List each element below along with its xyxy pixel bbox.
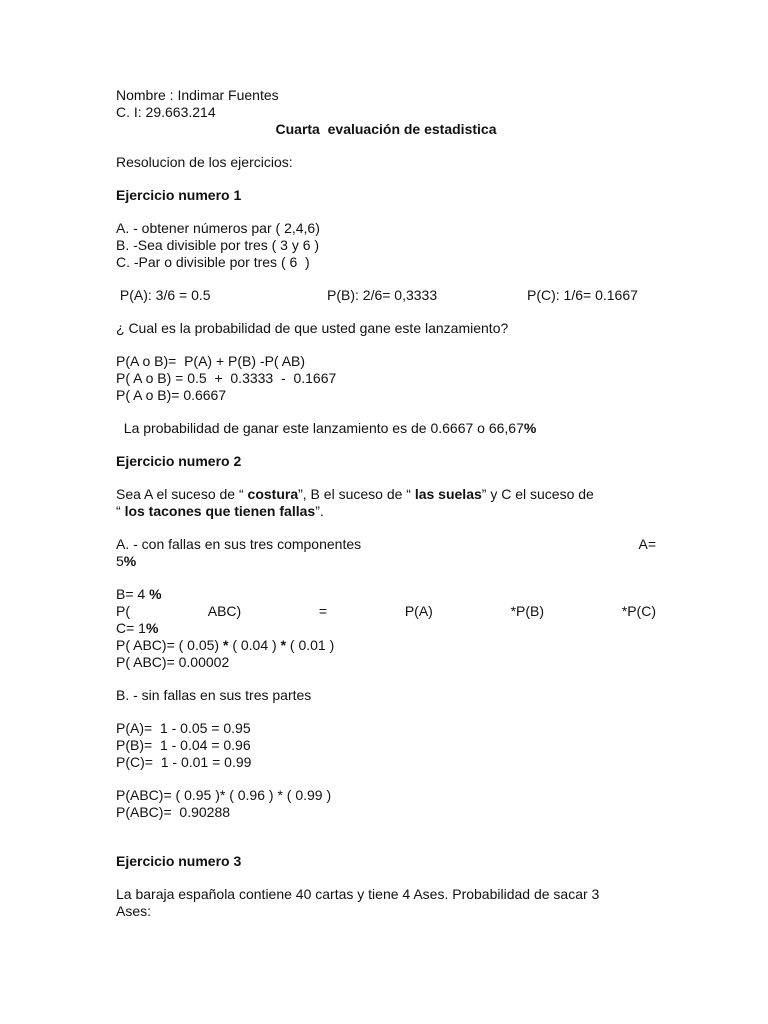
- ex2-tacones: los tacones que tienen fallas: [124, 503, 316, 519]
- ex2-part-a-var: A=: [638, 536, 656, 552]
- ex2-c-value-pct: %: [145, 620, 159, 636]
- ex1-event-c: C. -Par o divisible por tres ( 6 ): [116, 254, 310, 270]
- ex2-s5: ”.: [315, 503, 324, 519]
- exercise-2-heading: Ejercicio numero 2: [116, 453, 242, 469]
- ex2-part-b-heading: B. - sin fallas en sus tres partes: [116, 687, 312, 703]
- ex2-justified-formula: [116, 603, 656, 620]
- ex1-formula-1: P(A o B)= P(A) + P(B) -P( AB): [116, 353, 306, 369]
- ex2-cell-0: P(: [116, 603, 130, 619]
- ex1-question: ¿ Cual es la probabilidad de que usted gane este lanzamiento?: [116, 320, 509, 336]
- ex2-f1c: ( 0.01 ): [286, 637, 335, 653]
- ex1-event-a: A. - obtener números par ( 2,4,6): [116, 220, 320, 236]
- ex2-suelas: las suelas: [414, 486, 482, 502]
- ex2-costura: costura: [247, 486, 299, 502]
- ex1-pc: P(C): 1/6= 0.1667: [527, 287, 638, 303]
- ex2-pabc-result: P(ABC)= 0.90288: [116, 804, 231, 820]
- intro-text: Resolucion de los ejercicios:: [116, 154, 293, 170]
- ex2-cell-5: *P(C): [621, 603, 656, 619]
- ex2-a-value: [116, 553, 656, 570]
- ex2-s4: “: [116, 503, 125, 519]
- ex2-pa: P(A)= 1 - 0.05 = 0.95: [116, 720, 251, 736]
- ex1-formula-3: P( A o B)= 0.6667: [116, 387, 227, 403]
- ex2-pc: P(C)= 1 - 0.01 = 0.99: [116, 754, 252, 770]
- ex2-statement-line-2: [116, 503, 656, 520]
- ex2-s1: Sea A el suceso de “: [116, 486, 248, 502]
- ex2-formula-1: [116, 637, 656, 654]
- ex2-cell-4: *P(B): [510, 603, 545, 619]
- student-name: Nombre : Indimar Fuentes: [116, 87, 279, 103]
- ex3-text-line-2: Ases:: [116, 903, 152, 919]
- ex2-a-value-num: 5: [116, 553, 124, 569]
- exercise-3-heading: Ejercicio numero 3: [116, 853, 242, 869]
- ex2-formula-2: P( ABC)= 0.00002: [116, 654, 230, 670]
- ex2-cell-3: P(A): [404, 603, 433, 619]
- ex2-star-1: *: [222, 637, 229, 653]
- ex2-s2: ”, B el suceso de “: [298, 486, 415, 502]
- ex2-pb: P(B)= 1 - 0.04 = 0.96: [116, 737, 251, 753]
- ex1-conclusion-percent: %: [523, 420, 537, 436]
- ex1-pb: P(B): 2/6= 0,3333: [327, 287, 438, 303]
- ex2-f1a: P( ABC)= ( 0.05): [116, 637, 223, 653]
- ex2-a-value-pct: %: [123, 553, 137, 569]
- ex2-cell-2: =: [318, 603, 328, 619]
- document-page: [116, 87, 656, 920]
- document-title: Cuarta evaluación de estadistica: [275, 121, 497, 137]
- ex2-c-value-num: C= 1: [116, 620, 146, 636]
- ex3-text-line-1: La baraja española contiene 40 cartas y tiene 4 Ases. Probabilidad de sacar 3: [116, 886, 600, 902]
- ex2-part-a-label: A. - con fallas en sus tres componentes: [116, 536, 362, 552]
- ex1-event-b: B. -Sea divisible por tres ( 3 y 6 ): [116, 237, 320, 253]
- ex2-c-value: [116, 620, 656, 637]
- ex1-formula-2: P( A o B) = 0.5 + 0.3333 - 0.1667: [116, 370, 337, 386]
- student-id: C. I: 29.663.214: [116, 104, 216, 120]
- exercise-1-heading: Ejercicio numero 1: [116, 187, 242, 203]
- ex2-b-value-pct: %: [149, 586, 162, 602]
- ex2-f1b: ( 0.04 ): [228, 637, 281, 653]
- ex1-conclusion: [116, 420, 656, 437]
- ex2-part-a: [116, 536, 656, 553]
- ex1-pa: P(A): 3/6 = 0.5: [116, 287, 211, 303]
- ex2-s3: ” y C el suceso de: [481, 486, 594, 502]
- ex2-star-2: *: [280, 637, 287, 653]
- ex2-b-value-num: B= 4: [116, 586, 150, 602]
- ex1-conclusion-text: La probabilidad de ganar este lanzamiento es de 0.6667 o 66,67: [116, 420, 524, 436]
- ex2-pabc-formula: P(ABC)= ( 0.95 )* ( 0.96 ) * ( 0.99 ): [116, 787, 332, 803]
- ex2-cell-1: ABC): [207, 603, 242, 619]
- ex1-probabilities: [116, 287, 656, 304]
- ex2-b-value: [116, 586, 656, 603]
- ex2-statement-line-1: [116, 486, 656, 503]
